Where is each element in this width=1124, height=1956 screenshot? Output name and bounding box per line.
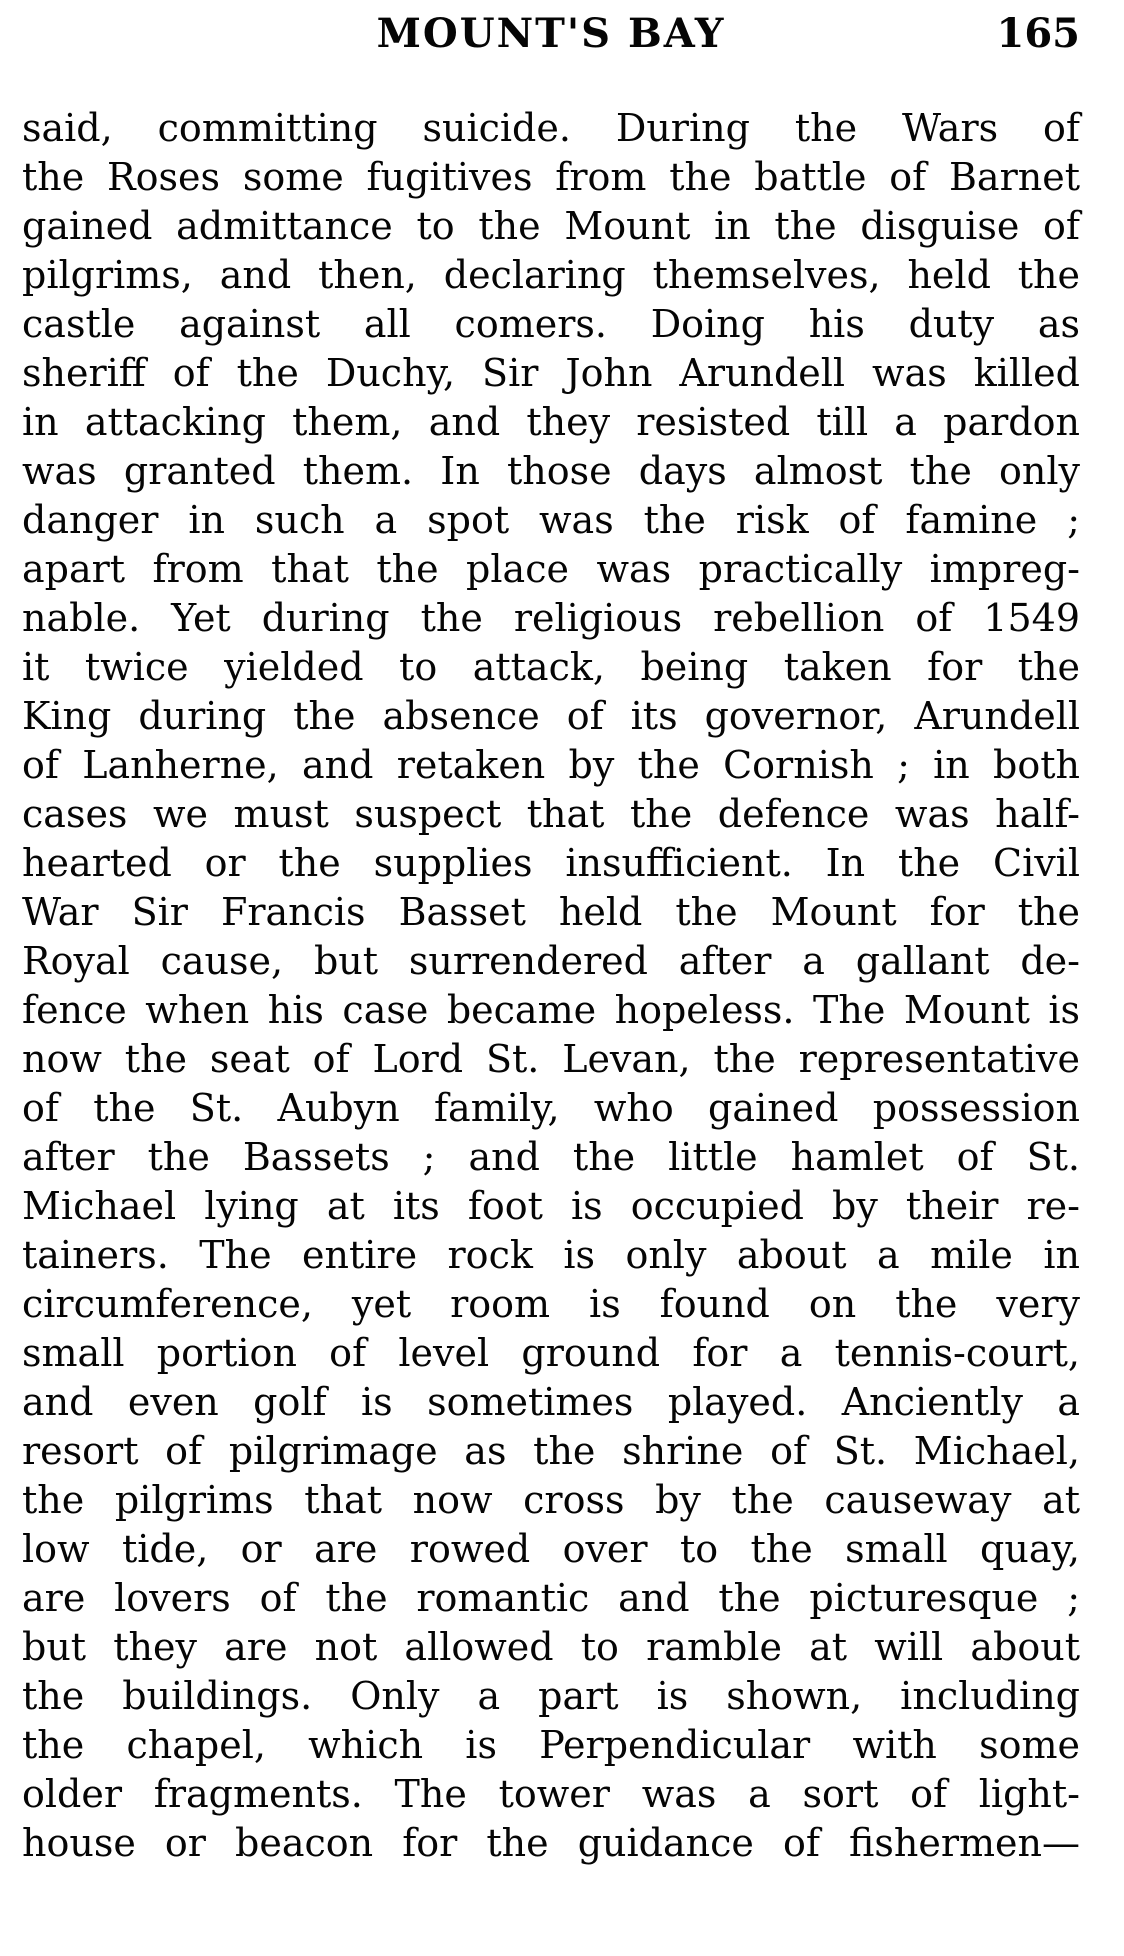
text-line: Michael lying at its foot is occupied by their re-: [22, 1184, 1080, 1228]
text-line: small portion of level ground for a tennis-court,: [22, 1331, 1080, 1375]
text-line: nable. Yet during the religious rebellion of 1549: [22, 596, 1080, 640]
text-line: said, committing suicide. During the Wars of: [22, 106, 1080, 150]
text-line: Royal cause, but surrendered after a gallant de-: [22, 939, 1080, 983]
text-line: and even golf is sometimes played. Anciently a: [22, 1380, 1080, 1424]
text-line: cases we must suspect that the defence was half-: [22, 792, 1080, 836]
text-line: resort of pilgrimage as the shrine of St. Michael,: [22, 1429, 1080, 1473]
text-line: pilgrims, and then, declaring themselves, held the: [22, 253, 1080, 297]
text-line: the pilgrims that now cross by the causeway at: [22, 1478, 1080, 1522]
text-line: hearted or the supplies insufficient. In the Civil: [22, 841, 1080, 885]
text-line: house or beacon for the guidance of fishermen—: [22, 1821, 1080, 1865]
body-text: [22, 104, 1080, 1868]
text-line: now the seat of Lord St. Levan, the representative: [22, 1037, 1080, 1081]
text-line: tainers. The entire rock is only about a mile in: [22, 1233, 1080, 1277]
text-line: King during the absence of its governor, Arundell: [22, 694, 1080, 738]
text-line: it twice yielded to attack, being taken for the: [22, 645, 1080, 689]
text-line: fence when his case became hopeless. The Mount is: [22, 988, 1080, 1032]
running-header: [22, 10, 1080, 62]
text-line: in attacking them, and they resisted till a pardon: [22, 400, 1080, 444]
text-line: gained admittance to the Mount in the disguise of: [22, 204, 1080, 248]
text-line: was granted them. In those days almost the only: [22, 449, 1080, 493]
text-line: of Lanherne, and retaken by the Cornish ; in both: [22, 743, 1080, 787]
text-line: sheriff of the Duchy, Sir John Arundell was killed: [22, 351, 1080, 395]
text-line: low tide, or are rowed over to the small quay,: [22, 1527, 1080, 1571]
text-line: but they are not allowed to ramble at will about: [22, 1625, 1080, 1669]
text-line: after the Bassets ; and the little hamlet of St.: [22, 1135, 1080, 1179]
text-line: are lovers of the romantic and the picturesque ;: [22, 1576, 1080, 1620]
page-number: 165: [996, 10, 1080, 57]
text-line: the buildings. Only a part is shown, including: [22, 1674, 1080, 1718]
text-line: older fragments. The tower was a sort of light-: [22, 1772, 1080, 1816]
text-line: of the St. Aubyn family, who gained possession: [22, 1086, 1080, 1130]
text-line: the Roses some fugitives from the battle of Barnet: [22, 155, 1080, 199]
text-line: danger in such a spot was the risk of famine ;: [22, 498, 1080, 542]
text-line: apart from that the place was practically impreg-: [22, 547, 1080, 591]
text-line: castle against all comers. Doing his duty as: [22, 302, 1080, 346]
text-line: War Sir Francis Basset held the Mount for the: [22, 890, 1080, 934]
text-line: the chapel, which is Perpendicular with some: [22, 1723, 1080, 1767]
page-title: MOUNT'S BAY: [376, 10, 726, 57]
text-line: circumference, yet room is found on the very: [22, 1282, 1080, 1326]
